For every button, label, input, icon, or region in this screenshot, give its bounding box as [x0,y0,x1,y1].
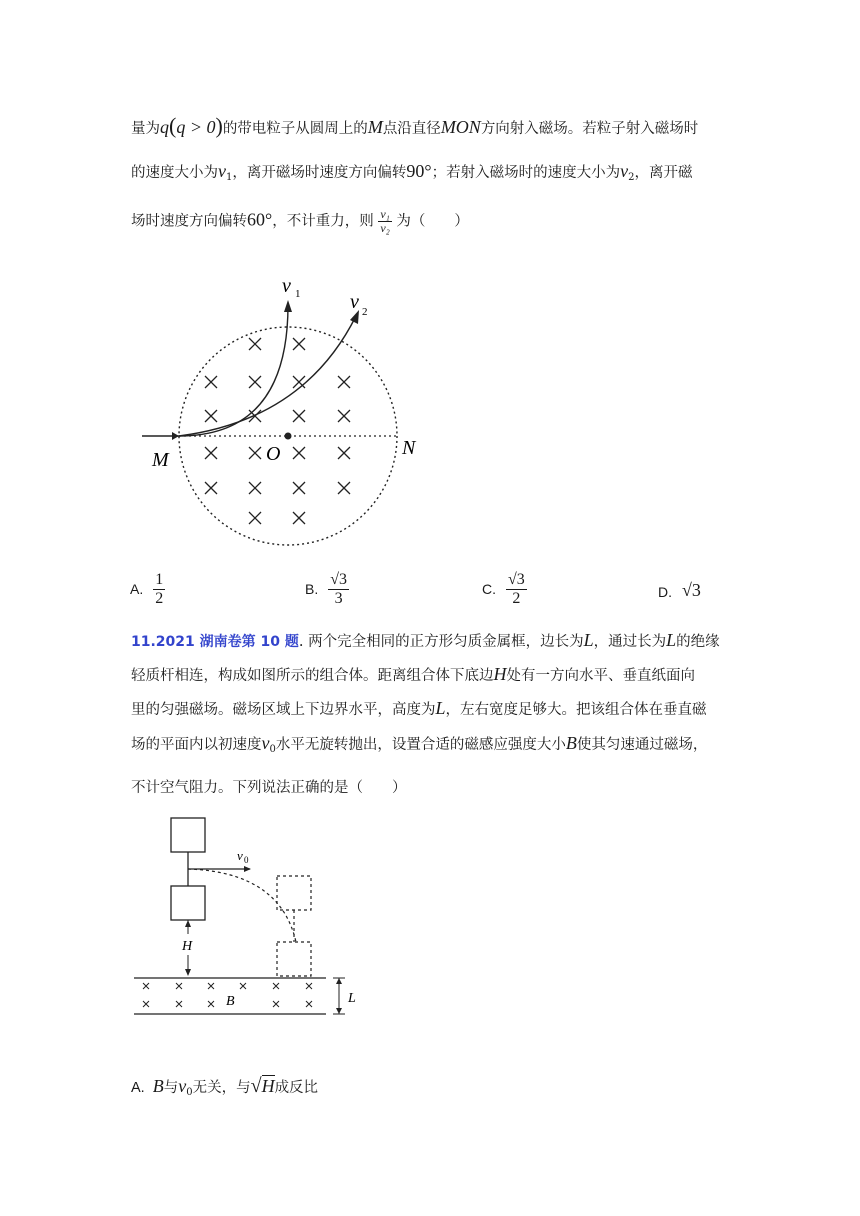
q10-line-2: 的速度大小为$v_1$，离开磁场时速度方向偏转90°；若射入磁场时的速度大小为$v_2$，离开磁 [131,161,693,183]
label-v0-sub: 0 [244,855,249,865]
q11-line-2: 轻质杆相连，构成如图所示的组合体。距离组合体下底边H处有一方向水平、垂直纸面向 [131,664,695,684]
label-v2-sub: 2 [362,306,368,318]
label-M: M [152,449,169,471]
q10-line-1: 量为q(q > 0)的带电粒子从圆周上的M点沿直径MON方向射入磁场。若粒子射入磁场时 [131,113,699,138]
question-11-heading: 11.2021 湖南卷第 10 题 [131,634,299,650]
label-v0: v [237,848,243,863]
label-L: L [348,991,356,1006]
option-d[interactable]: D. √3 [658,580,701,600]
label-H: H [182,939,193,954]
label-v1: v [282,275,291,297]
option-b[interactable]: B. $\frac{√3}{3}$ [305,571,348,607]
label-B: B [226,994,235,1009]
label-O: O [266,443,281,465]
option-a[interactable]: A. $\frac{1}{2}$ [130,571,164,607]
q10-line-3: 场时速度方向偏转60°，不计重力，则 $\frac{\text{v₁}}{\text{v₂}}$ 为（ ） [131,207,469,236]
q11-line-5: 不计空气阻力。下列说法正确的是（ ） [131,780,407,796]
q11-line-1: 11.2021 湖南卷第 10 题. 两个完全相同的正方形匀质金属框，边长为L，通过长为L的绝缘 [131,630,720,650]
ratio-fraction: $\frac{\text{v₁}}{\text{v₂}}$ [380,207,390,236]
frame-combination-figure [130,812,370,1022]
label-v1-sub: 1 [295,288,301,300]
label-v2: v [350,291,359,313]
q11-option-a[interactable]: A. B与$v_0$无关，与√H成反比 [131,1075,319,1098]
field-cross-marks [205,338,350,524]
label-N: N [402,437,416,459]
q11-line-3: 里的匀强磁场。磁场区域上下边界水平，高度为L，左右宽度足够大。把该组合体在垂直磁 [131,698,707,718]
magnetic-field-circle-figure [130,270,450,560]
option-c[interactable]: C. $\frac{√3}{2}$ [482,571,525,607]
q11-line-4: 场的平面内以初速度$v_0$水平无旋转抛出，设置合适的磁感应强度大小B使其匀速通过磁场， [131,733,708,755]
